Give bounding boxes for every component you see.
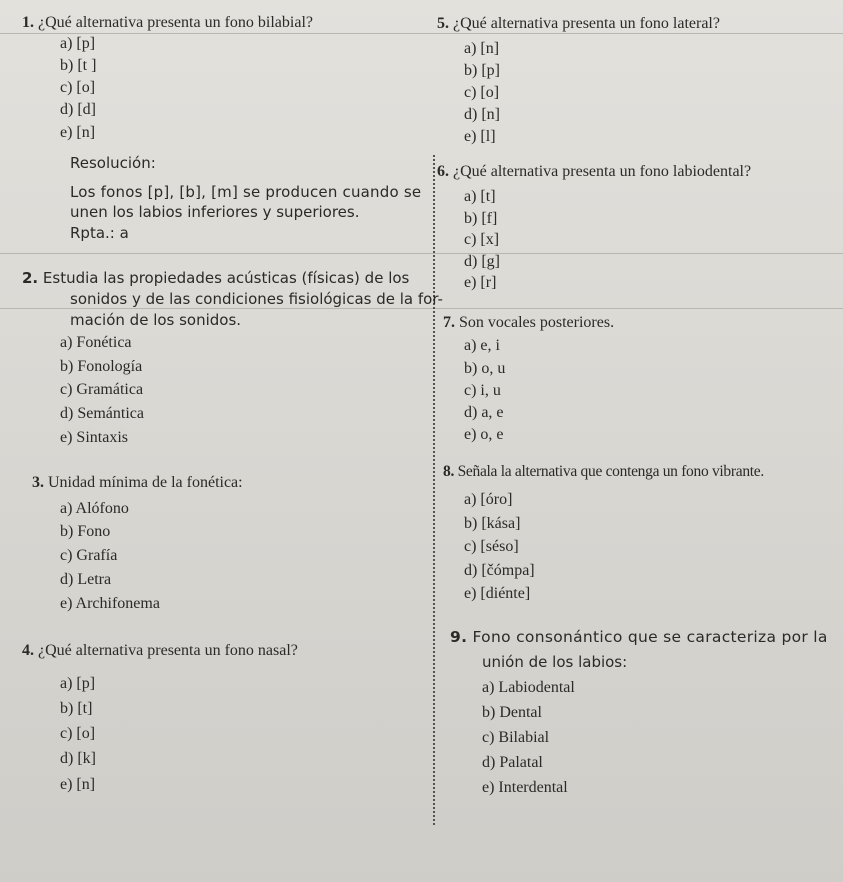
option-a: a) [p] xyxy=(60,675,96,692)
column-divider xyxy=(433,155,435,825)
question-3 xyxy=(32,473,243,493)
question-6 xyxy=(437,162,751,182)
question-prompt-line: Estudia las propiedades acústicas (físicas) de los xyxy=(42,269,410,287)
question-number: 3. xyxy=(32,474,44,491)
question-prompt: ¿Qué alternativa presenta un fono nasal? xyxy=(38,642,298,659)
option-b: b) [t ] xyxy=(60,57,97,74)
question-prompt: ¿Qué alternativa presenta un fono labiodental? xyxy=(453,163,752,180)
option-e: e) [l] xyxy=(464,128,496,145)
question-prompt-line: unión de los labios: xyxy=(482,653,628,671)
question-prompt-line: Fono consonántico que se caracteriza por la xyxy=(472,628,828,646)
option-d: d) [čómpa] xyxy=(464,562,535,579)
question-prompt: Unidad mínima de la fonética: xyxy=(48,474,243,491)
option-c: c) Bilabial xyxy=(482,729,550,746)
option-a: a) [t] xyxy=(464,188,496,205)
option-e: e) o, e xyxy=(464,426,504,443)
question-prompt: Señala la alternativa que contenga un fono vibrante. xyxy=(457,463,764,480)
option-c: c) [o] xyxy=(464,84,500,101)
question-prompt-line: sonidos y de las condiciones fisiológicas de la for- xyxy=(70,290,443,308)
question-5 xyxy=(437,14,720,34)
question-4 xyxy=(22,641,298,661)
option-c: c) Grafía xyxy=(60,547,118,564)
option-b: b) [t] xyxy=(60,700,93,717)
question-8 xyxy=(443,462,764,482)
option-e: e) [n] xyxy=(60,776,96,793)
question-prompt-line: mación de los sonidos. xyxy=(70,311,242,329)
question-7 xyxy=(443,313,614,333)
option-d: d) [g] xyxy=(464,253,500,270)
question-number: 2. xyxy=(22,269,39,287)
option-b: b) Fono xyxy=(60,523,111,540)
option-a: a) Alófono xyxy=(60,500,129,517)
option-c: c) i, u xyxy=(464,382,501,399)
option-c: c) [séso] xyxy=(464,538,519,555)
option-e: e) [diénte] xyxy=(464,585,531,602)
rule-line xyxy=(0,253,843,254)
option-e: e) Archifonema xyxy=(60,595,160,612)
option-c: c) [o] xyxy=(60,725,96,742)
option-b: b) Fonología xyxy=(60,358,143,375)
question-2 xyxy=(22,268,409,288)
option-d: d) Semántica xyxy=(60,405,144,422)
resolution-answer: Rpta.: a xyxy=(70,224,129,242)
option-e: e) Interdental xyxy=(482,779,568,796)
option-b: b) o, u xyxy=(464,360,506,377)
question-prompt: ¿Qué alternativa presenta un fono lateral? xyxy=(453,15,720,32)
option-a: a) [p] xyxy=(60,35,96,52)
option-d: d) [d] xyxy=(60,101,96,118)
option-d: d) [n] xyxy=(464,106,500,123)
option-e: e) [r] xyxy=(464,274,497,291)
question-number: 1. xyxy=(22,14,34,31)
option-a: a) Fonética xyxy=(60,334,132,351)
option-c: c) Gramática xyxy=(60,381,144,398)
option-d: d) Letra xyxy=(60,571,112,588)
question-9 xyxy=(450,627,828,647)
option-d: d) a, e xyxy=(464,404,504,421)
option-b: b) [kása] xyxy=(464,515,521,532)
option-b: b) [f] xyxy=(464,210,498,227)
question-number: 4. xyxy=(22,642,34,659)
resolution-title: Resolución: xyxy=(70,154,156,172)
option-a: a) e, i xyxy=(464,337,500,354)
question-number: 9. xyxy=(450,628,468,646)
option-b: b) [p] xyxy=(464,62,500,79)
option-e: e) [n] xyxy=(60,124,96,141)
option-b: b) Dental xyxy=(482,704,542,721)
option-c: c) [x] xyxy=(464,231,500,248)
option-a: a) [n] xyxy=(464,40,500,57)
question-number: 8. xyxy=(443,463,455,480)
question-number: 6. xyxy=(437,163,449,180)
option-a: a) [óro] xyxy=(464,491,513,508)
option-d: d) [k] xyxy=(60,750,96,767)
question-number: 7. xyxy=(443,314,455,331)
question-1 xyxy=(22,13,313,33)
resolution-line: unen los labios inferiores y superiores. xyxy=(70,203,360,221)
option-c: c) [o] xyxy=(60,79,96,96)
option-a: a) Labiodental xyxy=(482,679,575,696)
resolution-line: Los fonos [p], [b], [m] se producen cuando se xyxy=(70,183,422,201)
option-d: d) Palatal xyxy=(482,754,543,771)
question-number: 5. xyxy=(437,15,449,32)
option-e: e) Sintaxis xyxy=(60,429,128,446)
question-prompt: ¿Qué alternativa presenta un fono bilabial? xyxy=(38,14,313,31)
question-prompt: Son vocales posteriores. xyxy=(459,314,615,331)
